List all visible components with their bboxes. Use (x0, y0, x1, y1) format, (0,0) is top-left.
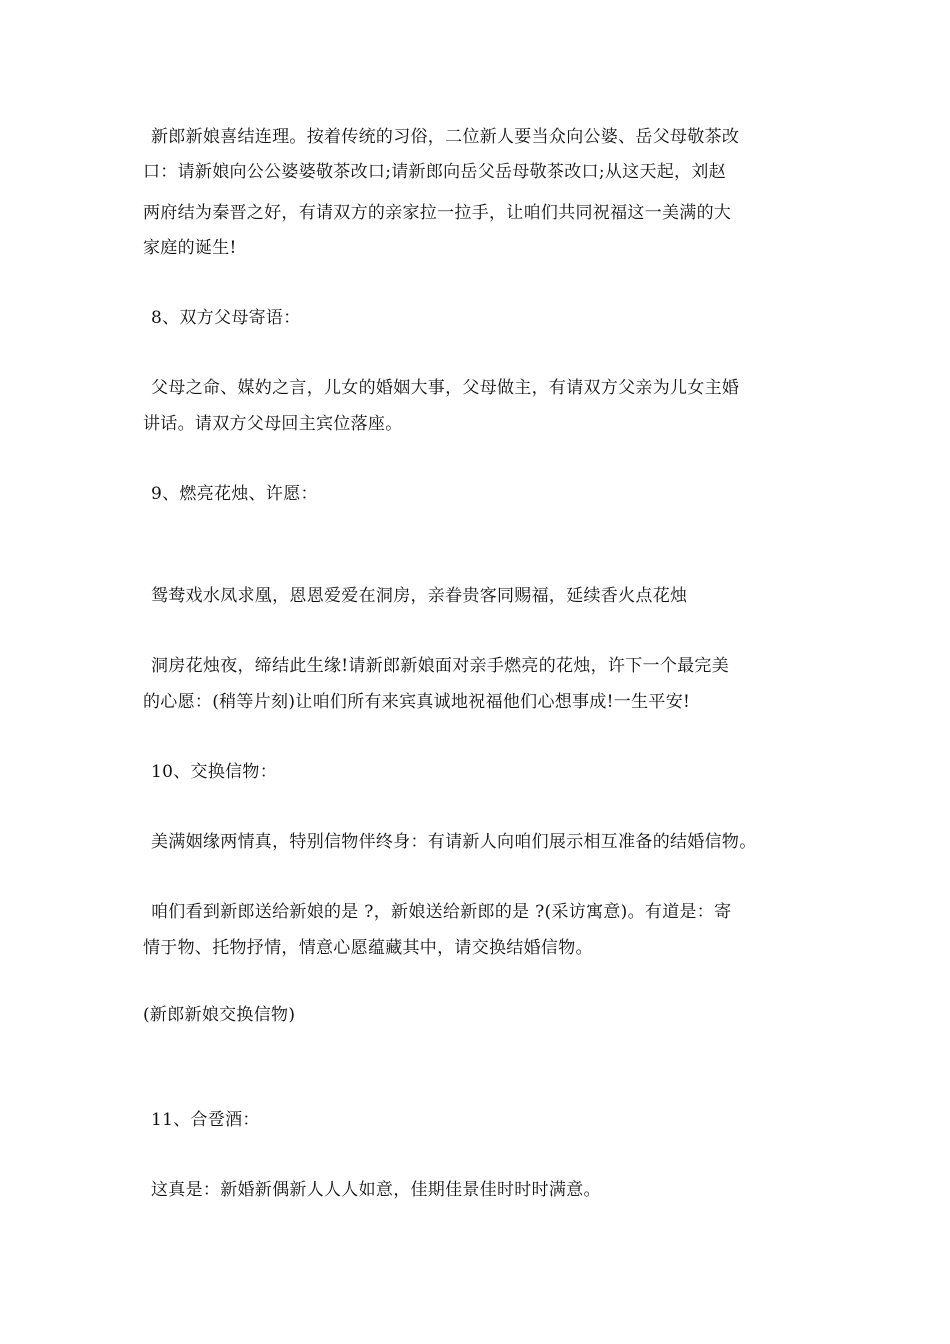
section-heading: 10、交换信物： (151, 762, 278, 782)
paragraph-line: 两府结为秦晋之好，有请双方的亲家拉一拉手，让咱们共同祝福这一美满的大 (143, 203, 732, 223)
section-heading: 8、双方父母寄语： (151, 308, 301, 328)
paragraph-line: 新郎新娘喜结连理。按着传统的习俗，二位新人要当众向公婆、岳父母敬茶改 (151, 127, 740, 147)
paragraph-line: 情于物、托物抒情，情意心愿蕴藏其中，请交换结婚信物。 (143, 938, 593, 958)
paragraph-line: 的心愿：(稍等片刻)让咱们所有来宾真诚地祝福他们心想事成!一生平安! (143, 692, 691, 712)
paragraph-line: 美满姻缘两情真，特别信物伴终身：有请新人向咱们展示相互准备的结婚信物。 (151, 832, 757, 852)
paragraph-line: 咱们看到新郎送给新娘的是 ?，新娘送给新郎的是 ?(采访寓意)。有道是：寄 (151, 902, 732, 922)
paragraph-line: 家庭的诞生! (143, 238, 237, 258)
paragraph-line: (新郎新娘交换信物) (143, 1005, 296, 1025)
paragraph-line: 洞房花烛夜，缔结此生缘!请新郎新娘面对亲手燃亮的花烛，许下一个最完美 (151, 656, 730, 676)
section-heading: 9、燃亮花烛、许愿： (151, 484, 318, 504)
section-heading: 11、合卺酒： (151, 1110, 260, 1130)
paragraph-line: 父母之命、媒妁之言，儿女的婚姻大事，父母做主，有请双方父亲为儿女主婚 (151, 378, 740, 398)
paragraph-line: 讲话。请双方父母回主宾位落座。 (143, 414, 403, 434)
paragraph-line: 口：请新娘向公公婆婆敬茶改口;请新郎向岳父岳母敬茶改口;从这天起，刘赵 (143, 162, 726, 182)
paragraph-line: 鸳鸯戏水凤求凰，恩恩爱爱在洞房，亲眷贵客同赐福，延续香火点花烛 (151, 586, 688, 606)
paragraph-line: 这真是：新婚新偶新人人人如意，佳期佳景佳时时时满意。 (151, 1180, 601, 1200)
